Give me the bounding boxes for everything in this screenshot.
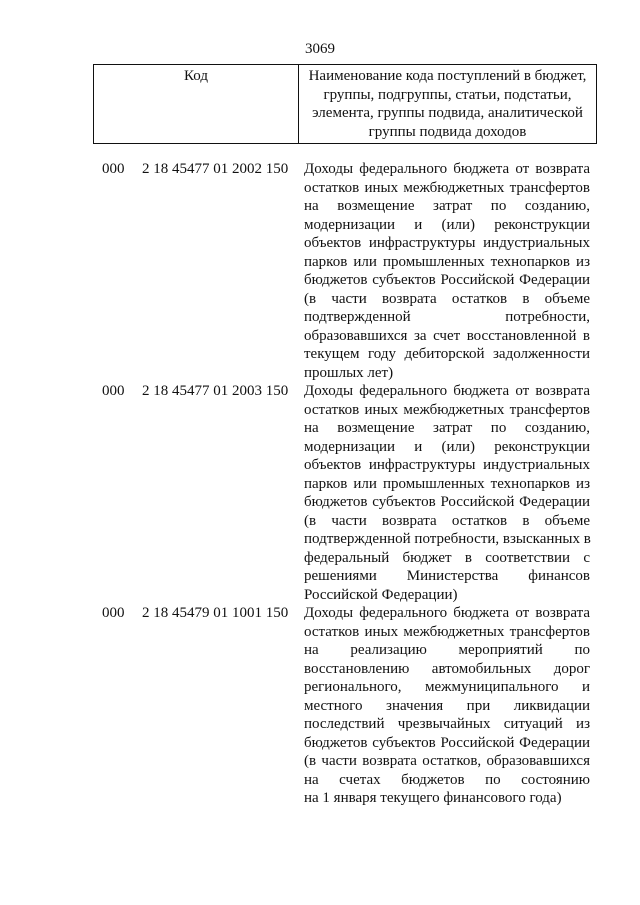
description-line: бюджетов субъектов Российской Федерации bbox=[304, 734, 590, 751]
page-number: 3069 bbox=[305, 41, 335, 57]
description-line: бюджетов субъектов Российской Федерации bbox=[304, 494, 590, 510]
description-line: образовавшихся за счет восстановленной в bbox=[304, 327, 590, 344]
description-line: Доходы федерального бюджета от возврата bbox=[304, 605, 590, 621]
table-row bbox=[102, 604, 597, 808]
description-line: остатков иных межбюджетных трансфертов bbox=[304, 179, 590, 196]
income-code: 2 18 45477 01 2002 150 bbox=[142, 161, 289, 177]
table-row bbox=[102, 160, 597, 382]
description-line: на возмещение затрат по созданию, bbox=[304, 198, 590, 214]
description-line: остатков иных межбюджетных трансфертов bbox=[304, 623, 590, 640]
income-description bbox=[304, 160, 590, 382]
table-row bbox=[102, 382, 597, 604]
income-description bbox=[304, 382, 590, 604]
table-header bbox=[93, 64, 597, 144]
description-line: последствий чрезвычайных ситуаций из bbox=[304, 716, 590, 732]
header-name-line: группы подвида доходов bbox=[368, 123, 527, 140]
description-line: регионального, межмуниципального и bbox=[304, 679, 590, 695]
description-line: Российской Федерации) bbox=[304, 586, 458, 603]
description-line: на 1 января текущего финансового года) bbox=[304, 790, 562, 806]
description-line: текущем году дебиторской задолженности bbox=[304, 346, 590, 362]
description-line: объектов инфраструктуры индустриальных bbox=[304, 235, 590, 251]
admin-code: 000 bbox=[102, 161, 125, 177]
description-line: парков или промышленных технопарков из bbox=[304, 253, 590, 270]
description-line: подтвержденной потребности, взысканных в bbox=[304, 531, 591, 547]
description-line: прошлых лет) bbox=[304, 364, 394, 381]
description-line: подтвержденной потребности, bbox=[304, 309, 590, 325]
description-line: бюджетов субъектов Российской Федерации bbox=[304, 272, 590, 288]
income-code-list bbox=[102, 160, 597, 808]
description-line: модернизации и (или) реконструкции bbox=[304, 438, 590, 455]
description-line: местного значения при ликвидации bbox=[304, 697, 590, 714]
income-code: 2 18 45479 01 1001 150 bbox=[142, 605, 289, 621]
description-line: (в части возврата остатков в объеме bbox=[304, 290, 590, 307]
description-line: Доходы федерального бюджета от возврата bbox=[304, 161, 590, 177]
description-line: Доходы федерального бюджета от возврата bbox=[304, 383, 590, 399]
admin-code: 000 bbox=[102, 383, 125, 399]
header-code-cell: Код bbox=[94, 65, 299, 143]
header-name-cell bbox=[299, 65, 596, 143]
admin-code: 000 bbox=[102, 605, 125, 621]
header-name-line: группы, подгруппы, статьи, подстатьи, bbox=[323, 86, 572, 103]
description-line: парков или промышленных технопарков из bbox=[304, 475, 590, 492]
header-name-line: Наименование кода поступлений в бюджет, bbox=[308, 68, 587, 84]
description-line: модернизации и (или) реконструкции bbox=[304, 216, 590, 233]
income-code: 2 18 45477 01 2003 150 bbox=[142, 383, 289, 399]
description-line: остатков иных межбюджетных трансфертов bbox=[304, 401, 590, 418]
description-line: (в части возврата остатков, образовавшихся bbox=[304, 753, 590, 769]
description-line: восстановлению автомобильных дорог bbox=[304, 660, 590, 677]
header-name-line: элемента, группы подвида, аналитической bbox=[312, 105, 583, 121]
description-line: на счетах бюджетов по состоянию bbox=[304, 771, 590, 788]
description-line: (в части возврата остатков в объеме bbox=[304, 512, 590, 529]
description-line: объектов инфраструктуры индустриальных bbox=[304, 457, 590, 473]
description-line: на возмещение затрат по созданию, bbox=[304, 420, 590, 436]
income-description bbox=[304, 604, 590, 808]
description-line: решениями Министерства финансов bbox=[304, 568, 590, 584]
description-line: на реализацию мероприятий по bbox=[304, 642, 590, 658]
description-line: федеральный бюджет в соответствии с bbox=[304, 549, 590, 566]
